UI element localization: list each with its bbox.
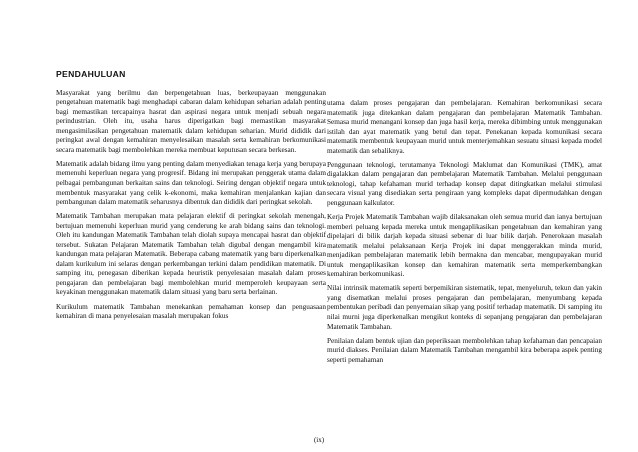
- left-column: [56, 70, 326, 326]
- right-paragraph-2: Penggunaan teknologi, terutamanya Teknologi Maklumat dan Komunikasi (TMK), amat digalakkan dalam pengajaran dan pembelajaran Matematik Tambahan. Melalui penggunaan teknologi, tahap kefahaman murid terhadap konsep dapat ditingkatkan melalui stimulasi secara visual yang disediakan serta pengiraan yang kompleks dapat dipermudahkan dengan penggunaan kalkulator.: [327, 160, 602, 207]
- section-heading: PENDAHULUAN: [56, 69, 126, 79]
- left-paragraph-3: Matematik Tambahan merupakan mata pelajaran elektif di peringkat sekolah menengah, bertujuan memenuhi keperluan murid yang cenderung ke arah bidang sains dan teknologi. Oleh itu kandungan Matematik Tambahan telah diolah supaya mencapai hasrat dan objektif tersebut. Sukatan Pelajaran Matematik Tambahan telah digubal dengan mengambil kira kandungan mata pelajaran Matematik. Beberapa cabang matematik yang baru diperkenalkan dalam kurikulum ini selaras dengan perkembangan terkini dalam pendidikan matematik. Di samping itu, penegasan diberikan kepada heuristik penyelesaian masalah dalam proses pengajaran dan pembelajaran bagi membolehkan murid memperoleh keupayaan serta keyakinan menggunakan matematik dalam situasi yang baru serta berlainan.: [56, 212, 326, 297]
- right-column: [327, 99, 602, 370]
- right-paragraph-5: Penilaian dalam bentuk ujian dan peperiksaan membolehkan tahap kefahaman dan pencapaian murid diakses. Penilaian dalam Matematik Tambahan mengambil kira beberapa aspek penting seperti pemahaman: [327, 336, 602, 364]
- page-number: (ix): [313, 436, 325, 444]
- right-paragraph-3: Kerja Projek Matematik Tambahan wajib dilaksanakan oleh semua murid dan ianya bertujuan memberi peluang kepada mereka untuk mengaplikasikan pengetahuan dan kemahiran yang dipelajari di bilik darjah kepada situasi sebenar di luar bilik darjah. Penerokaan masalah matematik melalui pelaksanaan Kerja Projek ini dapat menggerakkan minda murid, menjadikan pembelajaran matematik lebih bermakna dan mencabar, mengupayakan murid untuk mengaplikasikan konsep dan kemahiran matematik serta memperkembangkan kemahiran berkomunikasi.: [327, 213, 602, 279]
- left-paragraph-2: Matematik adalah bidang ilmu yang penting dalam menyediakan tenaga kerja yang berupaya memenuhi keperluan negara yang progresif. Bidang ini merupakan penggerak utama dalam pelbagai pembangunan berkaitan sains dan teknologi. Seiring dengan objektif negara untuk membentuk masyarakat yang celik k-ekonomi, maka kemahiran menjalankan kajian dan pembangunan dalam matematik seharusnya dibentuk dan dididik dari peringkat sekolah.: [56, 159, 326, 207]
- right-paragraph-4: Nilai intrinsik matematik seperti berpemikiran sistematik, tepat, menyeluruh, tekun dan yakin yang disematkan melalui proses pengajaran dan pembelajaran, menyumbang kepada pembentukan peribadi dan penyemaian sikap yang positif terhadap matematik. Di samping itu nilai murni juga diperkenalkan mengikut konteks di sepanjang pengajaran dan pembelajaran Matematik Tambahan.: [327, 284, 602, 331]
- left-paragraph-4: Kurikulum matematik Tambahan menekankan pemahaman konsep dan penguasaan kemahiran di mana penyelesaian masalah merupakan fokus: [56, 302, 326, 321]
- right-paragraph-1: utama dalam proses pengajaran dan pembelajaran. Kemahiran berkomunikasi secara matematik juga ditekankan dalam pengajaran dan pembelajaran Matematik Tambahan. Semasa murid menangani konsep dan juga hasil kerja, mereka dibimbing untuk menggunakan istilah dan ayat matematik yang betul dan tepat. Penekanan kepada komunikasi secara matematik membentuk keupayaan murid untuk menterjemahkan sesuatu situasi kepada model matematik dan sebaliknya.: [327, 99, 602, 155]
- left-paragraph-1: Masyarakat yang berilmu dan berpengetahuan luas, berkeupayaan menggunakan pengetahuan matematik bagi menghadapi cabaran dalam kehidupan seharian adalah penting bagi memastikan tercapainya hasrat dan aspirasi negara untuk menjadi sebuah negara perindustrian. Oleh itu, usaha harus diperigatkan bagi memastikan masyarakat mengasimilasikan pengetahuan matematik dalam kehidupan seharian. Murid dididik dari peringkat awal dengan kemahiran menyelesaikan masalah serta kemahiran berkomunikasi secara matematik bagi membolehkan mereka membuat keputusan secara berkesan.: [56, 88, 326, 154]
